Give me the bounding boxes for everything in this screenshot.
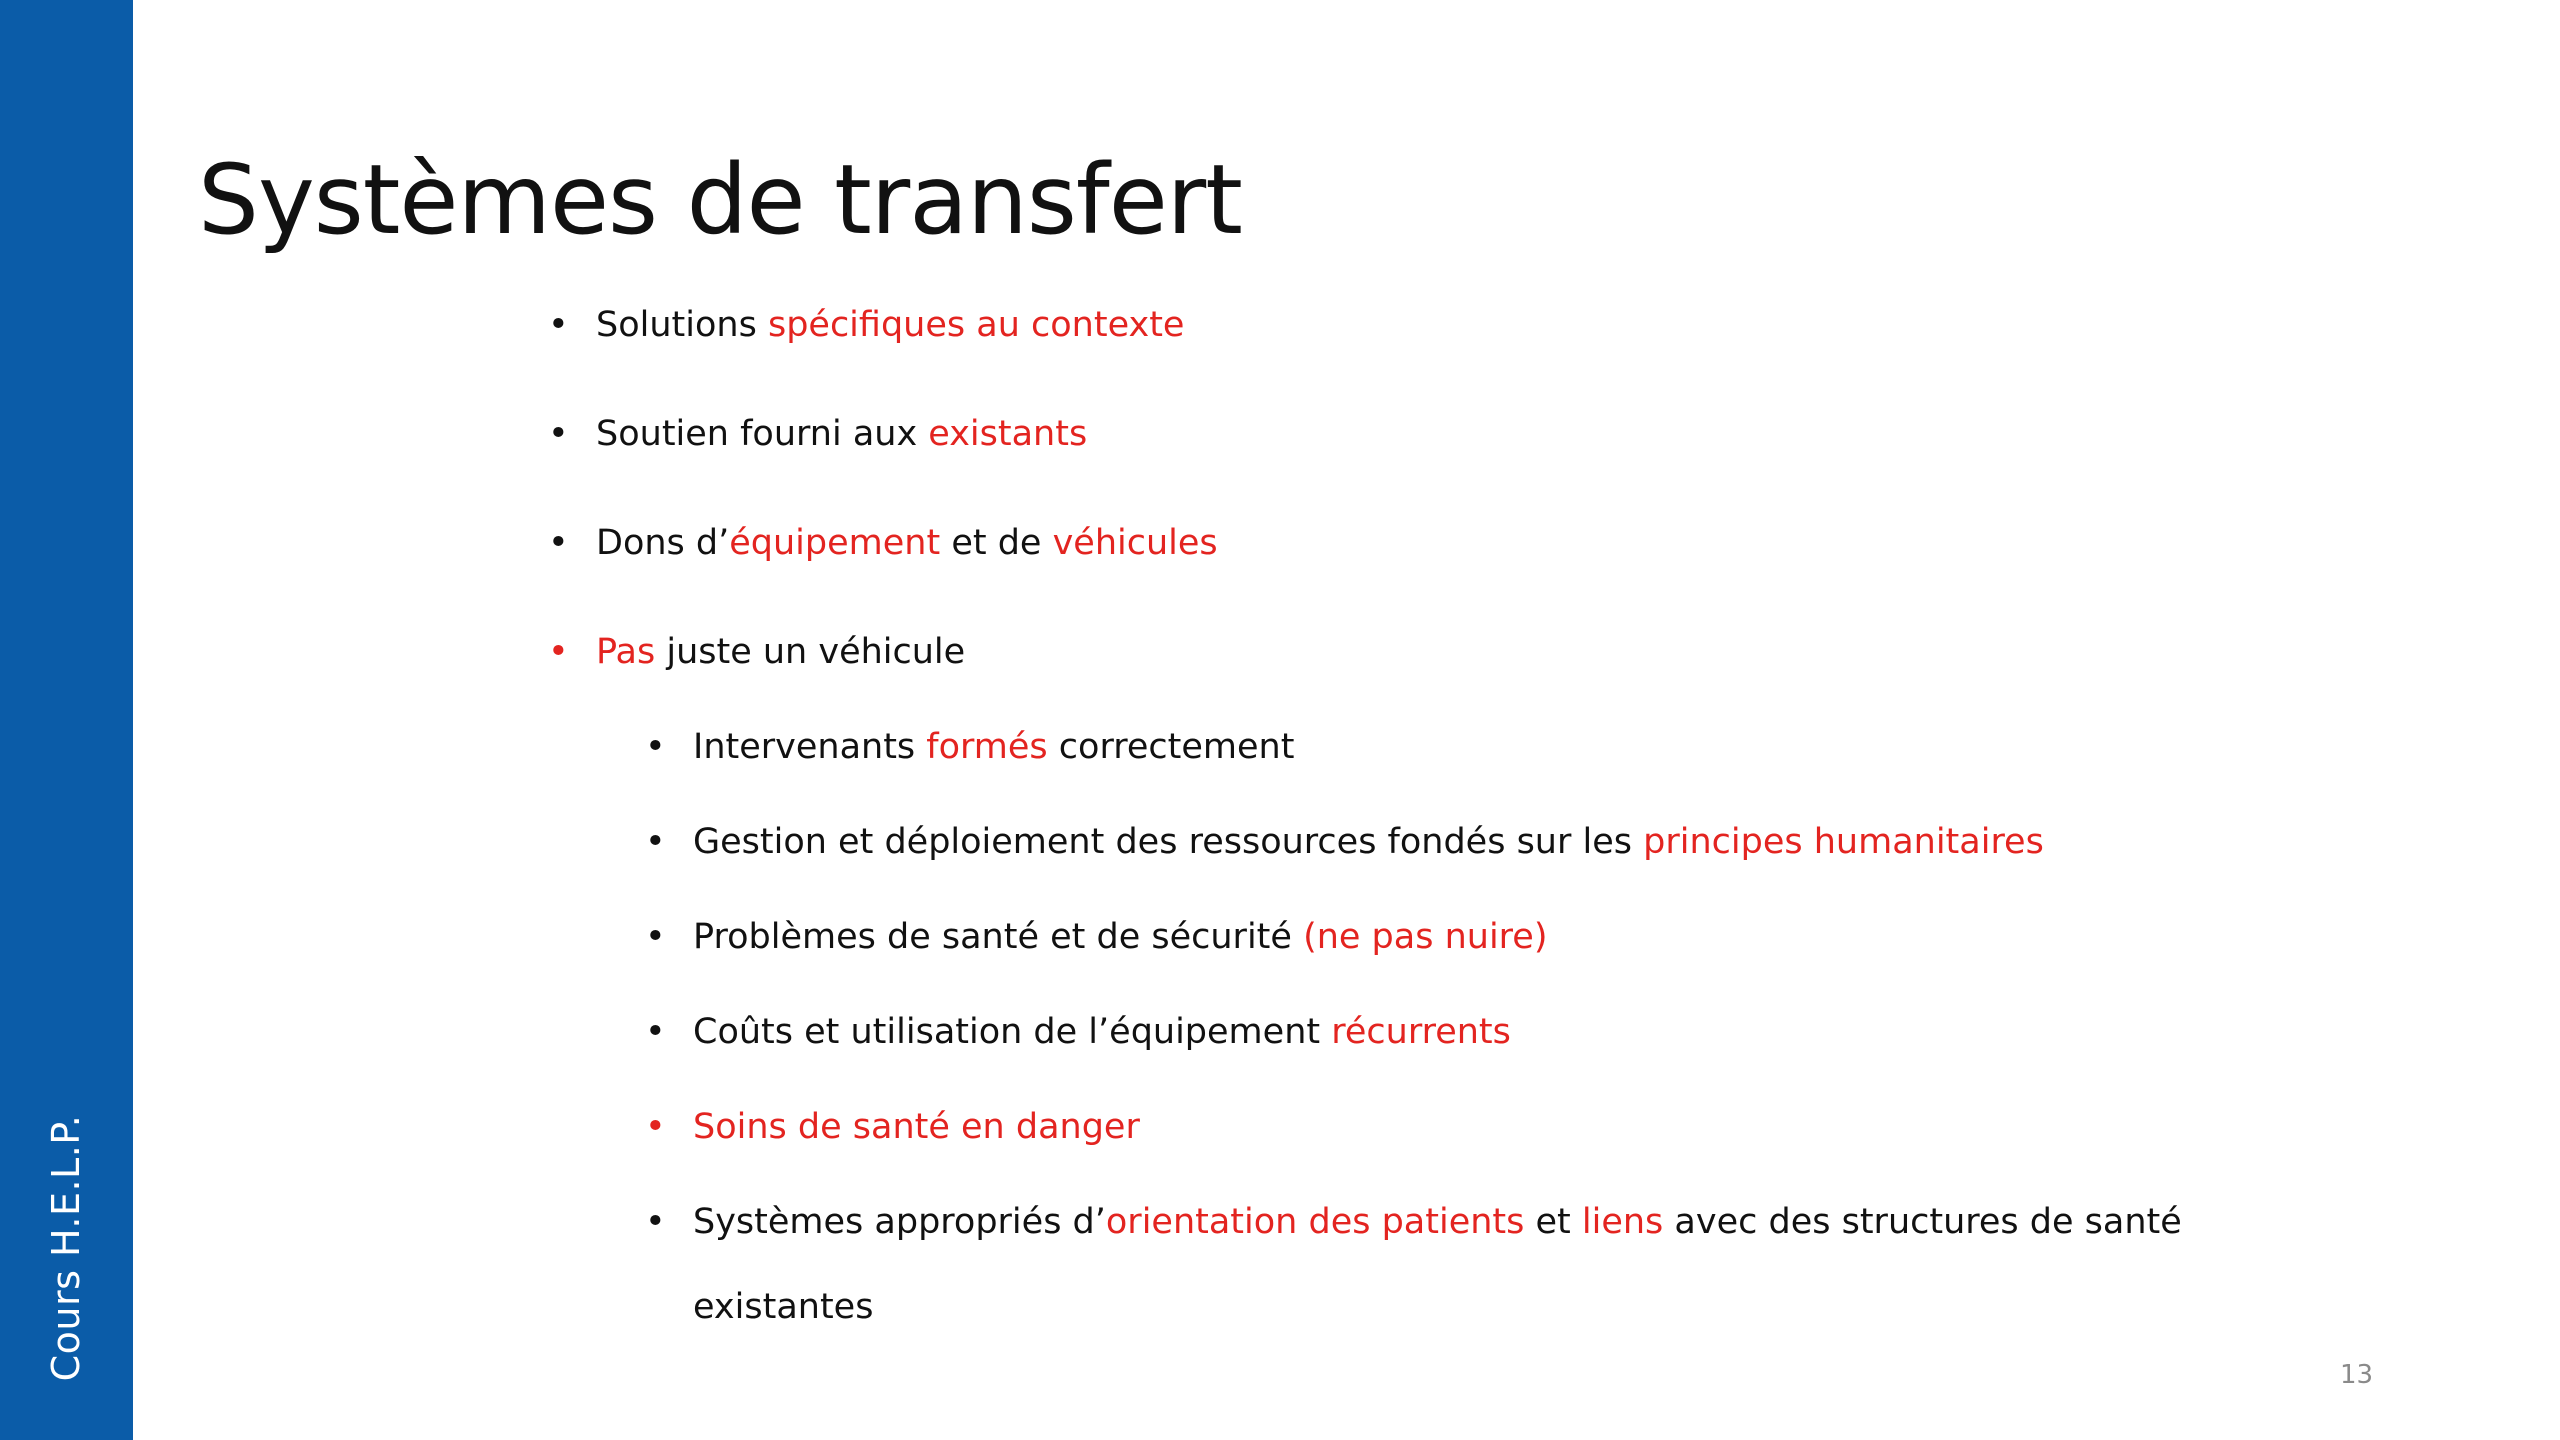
bullet-text — [693, 822, 2044, 862]
bullet-prefix: Soutien fourni aux — [596, 414, 929, 454]
bullet-highlight: Soins de santé en danger — [693, 1107, 1140, 1147]
bullet-dot-icon: • — [548, 305, 569, 345]
sub-bullet-item — [645, 1202, 2182, 1242]
bullet-text — [693, 917, 1548, 957]
bullet-text — [596, 305, 1185, 345]
bullet-text — [596, 414, 1088, 454]
course-label: Cours H.E.L.P. — [44, 1114, 88, 1382]
bullet-highlight: principes humanitaires — [1643, 822, 2044, 862]
bullet-text — [693, 1107, 1140, 1147]
bullet-dot-icon: • — [548, 632, 569, 672]
bullet-item — [548, 305, 1185, 345]
bullet-prefix: Problèmes de santé et de sécurité — [693, 917, 1304, 957]
bullet-suffix: correctement — [1047, 727, 1295, 767]
bullet-dot-icon: • — [645, 822, 666, 862]
bullet-highlight-2: véhicules — [1052, 523, 1218, 563]
sub-bullet-item — [645, 917, 1548, 957]
sub-bullet-item — [645, 727, 1295, 767]
bullet-text — [693, 1012, 1511, 1052]
sub-bullet-item — [645, 1012, 1511, 1052]
bullet-middle: et de — [940, 523, 1053, 563]
bullet-prefix: Solutions — [596, 305, 768, 345]
bullet-text — [596, 523, 1218, 563]
bullet-text — [693, 727, 1295, 767]
bullet-prefix: Dons d’ — [596, 523, 730, 563]
bullet-item — [548, 414, 1088, 454]
bullet-item — [548, 632, 966, 672]
bullet-dot-icon: • — [548, 414, 569, 454]
bullet-dot-icon: • — [645, 727, 666, 767]
bullet-suffix: avec des structures de santé — [1663, 1202, 2182, 1242]
bullet-highlight-2: liens — [1581, 1202, 1664, 1242]
bullet-prefix: Systèmes appropriés d’ — [693, 1202, 1106, 1242]
bullet-dot-icon: • — [548, 523, 569, 563]
bullet-prefix: Coûts et utilisation de l’équipement — [693, 1012, 1332, 1052]
bullet-highlight: (ne pas nuire) — [1303, 917, 1548, 957]
bullet-text — [693, 1202, 2182, 1242]
bullet-dot-icon: • — [645, 1107, 666, 1147]
sub-bullet-item — [645, 822, 2044, 862]
bullet-prefix: Intervenants — [693, 727, 927, 767]
bullet-middle: et — [1524, 1202, 1582, 1242]
bullet-item — [548, 523, 1218, 563]
bullet-highlight: spécifiques au contexte — [767, 305, 1185, 345]
bullet-dot-icon: • — [645, 1012, 666, 1052]
bullet-highlight: orientation des patients — [1105, 1202, 1525, 1242]
bullet-highlight: existants — [928, 414, 1088, 454]
page-number: 13 — [2340, 1360, 2374, 1390]
bullet-dot-icon: • — [645, 917, 666, 957]
bullet-dot-icon: • — [645, 1202, 666, 1242]
slide-title: Systèmes de transfert — [198, 144, 1242, 256]
bullet-highlight: Pas — [596, 632, 656, 672]
bullet-highlight: récurrents — [1331, 1012, 1511, 1052]
bullet-prefix: Gestion et déploiement des ressources fondés sur les — [693, 822, 1644, 862]
sub-bullet-item — [645, 1107, 1140, 1147]
bullet-continuation: existantes — [693, 1287, 874, 1327]
bullet-text — [596, 632, 966, 672]
bullet-highlight: formés — [926, 727, 1048, 767]
bullet-highlight: équipement — [729, 523, 941, 563]
bullet-suffix: juste un véhicule — [655, 632, 966, 672]
